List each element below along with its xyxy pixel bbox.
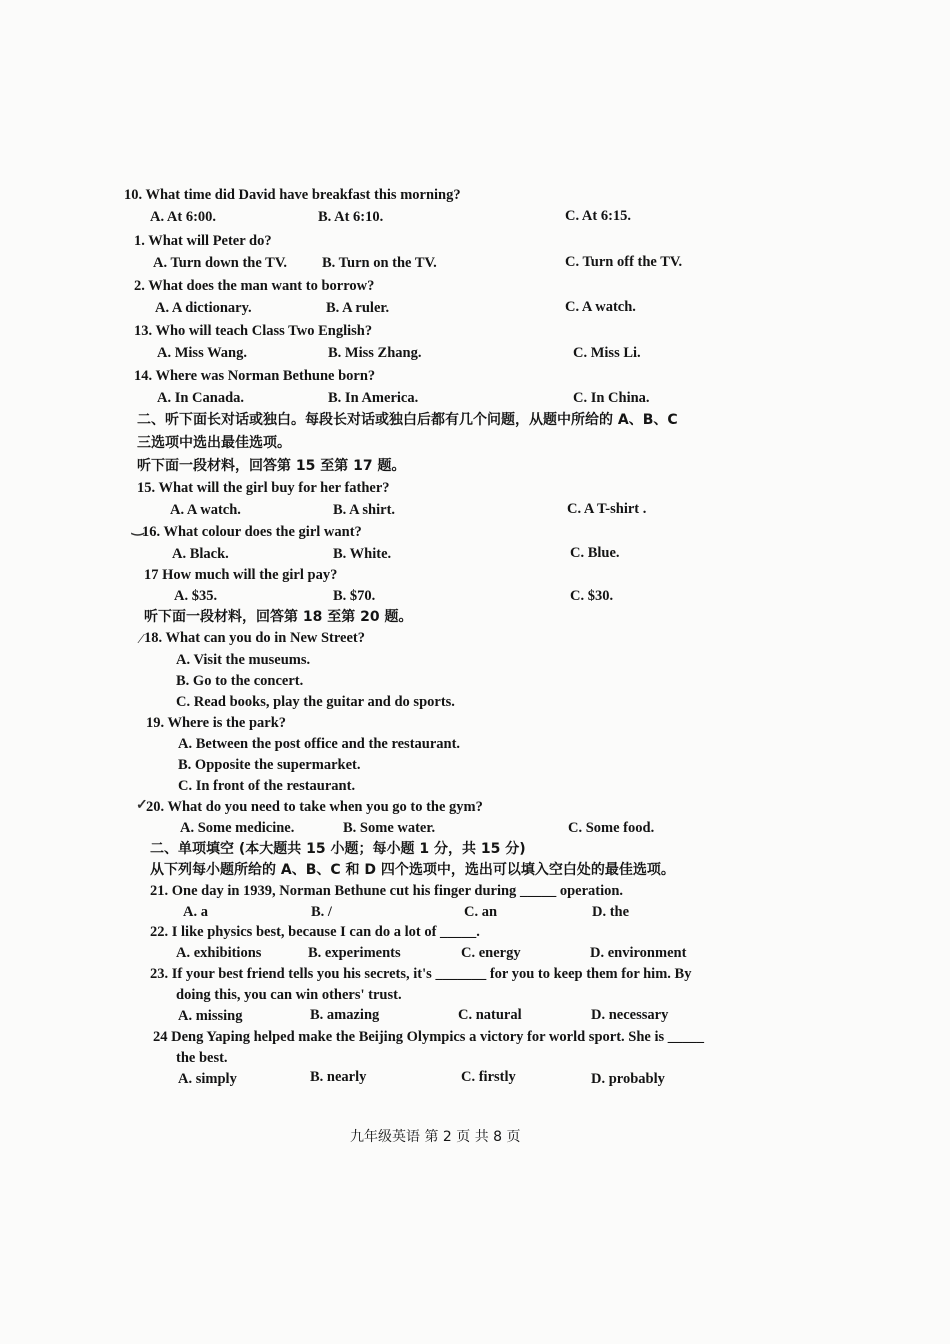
section-instruction-cont: 三选项中选出最佳选项。 xyxy=(137,435,291,451)
option: D. environment xyxy=(590,945,687,961)
option: B. experiments xyxy=(308,945,401,961)
option: B. In America. xyxy=(328,390,419,406)
option: A. Some medicine. xyxy=(180,820,295,836)
option: A. Turn down the TV. xyxy=(153,255,288,271)
material-intro: 听下面一段材料，回答第 15 至第 17 题。 xyxy=(137,458,406,474)
stem-text: operation. xyxy=(559,883,624,899)
question-stem: 16. What colour does the girl want? xyxy=(142,524,362,540)
section-instruction: 从下列每小题所给的 A、B、C 和 D 四个选项中，选出可以填入空白处的最佳选项。 xyxy=(150,862,675,878)
answer-blank: _____ xyxy=(519,883,557,899)
question-stem: 20. What do you need to take when you go to the gym? xyxy=(146,799,483,815)
question-stem: 22. I like physics best, because I can do a lot of _____. xyxy=(150,924,480,940)
option: D. necessary xyxy=(591,1007,669,1023)
option: C. firstly xyxy=(461,1069,516,1085)
option: A. Between the post office and the restaurant. xyxy=(178,736,461,752)
option: D. the xyxy=(592,904,630,920)
answer-blank: _______ xyxy=(435,966,487,982)
option: A. $35. xyxy=(174,588,218,604)
option: B. Some water. xyxy=(343,820,436,836)
option: C. In China. xyxy=(573,390,650,406)
question-stem: 15. What will the girl buy for her father? xyxy=(137,480,390,496)
option: A. A dictionary. xyxy=(155,300,252,316)
option: A. In Canada. xyxy=(157,390,245,406)
question-stem: 18. What can you do in New Street? xyxy=(144,630,365,646)
question-stem-cont: doing this, you can win others' trust. xyxy=(176,987,402,1003)
option: B. / xyxy=(311,904,332,920)
question-stem: 19. Where is the park? xyxy=(146,715,287,731)
page-footer: 九年级英语 第 2 页 共 8 页 xyxy=(350,1129,521,1145)
question-stem xyxy=(153,1028,704,1046)
option: B. A shirt. xyxy=(333,502,396,518)
option: C. Blue. xyxy=(570,545,620,561)
section-instruction: 二、听下面长对话或独白。每段长对话或独白后都有几个问题，从题中所给的 A、B、C xyxy=(137,412,678,428)
option: B. White. xyxy=(333,546,392,562)
option: C. Turn off the TV. xyxy=(565,254,683,270)
question-stem: 10. What time did David have breakfast this morning? xyxy=(124,187,461,203)
option: C. Some food. xyxy=(568,820,655,836)
option: A. a xyxy=(183,904,208,920)
option: B. At 6:10. xyxy=(318,209,384,225)
answer-blank: _____ xyxy=(667,1029,705,1045)
stem-text: 23. If your best friend tells you his secrets, it's xyxy=(150,966,432,982)
option: C. At 6:15. xyxy=(565,208,632,224)
material-intro: 听下面一段材料，回答第 18 至第 20 题。 xyxy=(144,609,413,625)
option: A. A watch. xyxy=(170,502,241,518)
option: C. A watch. xyxy=(565,299,636,315)
question-stem: 14. Where was Norman Bethune born? xyxy=(134,368,376,384)
question-stem xyxy=(150,965,691,983)
option: B. nearly xyxy=(310,1069,367,1085)
option: A. At 6:00. xyxy=(150,209,217,225)
option: B. amazing xyxy=(310,1007,380,1023)
stem-text: 24 Deng Yaping helped make the Beijing Olympics a victory for world sport. She is xyxy=(153,1029,665,1045)
option: C. an xyxy=(464,904,498,920)
option: B. Miss Zhang. xyxy=(328,345,422,361)
option: A. Black. xyxy=(172,546,229,562)
stem-text: for you to keep them for him. By xyxy=(489,966,692,982)
question-stem: 2. What does the man want to borrow? xyxy=(134,278,375,294)
option: B. A ruler. xyxy=(326,300,390,316)
pencil-mark: ‿ xyxy=(132,521,144,536)
option: C. A T-shirt . xyxy=(567,501,647,517)
option: A. simply xyxy=(178,1071,237,1087)
option: B. $70. xyxy=(333,588,376,604)
option: C. Miss Li. xyxy=(573,345,641,361)
question-stem: 13. Who will teach Class Two English? xyxy=(134,323,373,339)
option: A. missing xyxy=(178,1008,243,1024)
option: A. Miss Wang. xyxy=(157,345,247,361)
option: C. In front of the restaurant. xyxy=(178,778,356,794)
stem-text: 21. One day in 1939, Norman Bethune cut his finger during xyxy=(150,883,517,899)
option: D. probably xyxy=(591,1071,665,1087)
question-stem xyxy=(150,882,623,900)
option: B. Go to the concert. xyxy=(176,673,304,689)
option: A. Visit the museums. xyxy=(176,652,311,668)
pencil-mark: ✓ xyxy=(136,798,148,813)
option: C. Read books, play the guitar and do sports. xyxy=(176,694,455,710)
question-stem-cont: the best. xyxy=(176,1050,228,1066)
option: B. Opposite the supermarket. xyxy=(178,757,361,773)
option: A. exhibitions xyxy=(176,945,262,961)
option: C. energy xyxy=(461,945,521,961)
option: C. natural xyxy=(458,1007,522,1023)
option: C. $30. xyxy=(570,588,614,604)
section-title: 二、单项填空 (本大题共 15 小题；每小题 1 分，共 15 分) xyxy=(150,841,526,857)
pencil-mark: ⁄ xyxy=(140,632,143,647)
option: B. Turn on the TV. xyxy=(322,255,437,271)
question-stem: 1. What will Peter do? xyxy=(134,233,272,249)
question-stem: 17 How much will the girl pay? xyxy=(144,567,338,583)
